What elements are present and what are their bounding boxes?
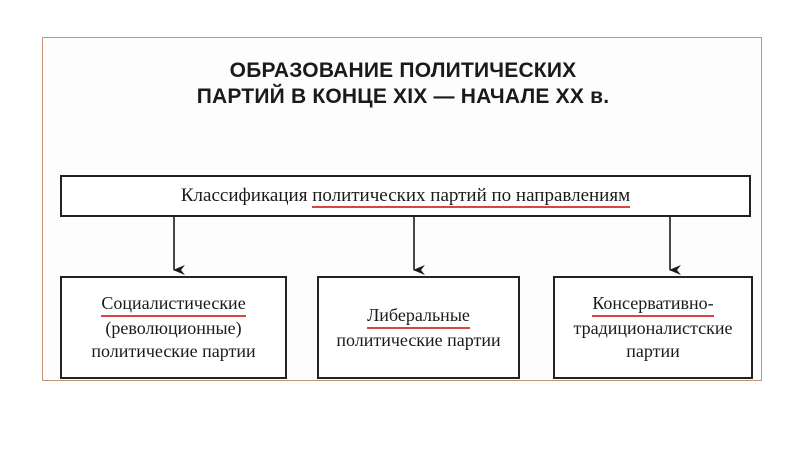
liberal-line-1: Либеральные — [367, 304, 470, 329]
conservative-parties-box — [553, 276, 753, 379]
liberal-parties-box — [317, 276, 520, 379]
socialist-parties-box — [60, 276, 287, 379]
classification-underlined-text: политических партий по направлениям — [312, 185, 631, 206]
socialist-line-2: (революционные) — [105, 318, 242, 338]
slide-frame — [42, 37, 762, 381]
title-line-1: ОБРАЗОВАНИЕ ПОЛИТИЧЕСКИХ — [229, 59, 577, 82]
conservative-line-2: традиционалистские — [573, 318, 733, 338]
conservative-line-1: Консервативно- — [592, 292, 713, 317]
liberal-line-2: политические партии — [336, 329, 501, 350]
conservative-line-3: партии — [626, 341, 680, 361]
classification-prefix: Классификация — [180, 185, 313, 206]
title-line-2: ПАРТИЙ В КОНЦЕ XIX — НАЧАЛЕ XX в. — [196, 85, 610, 108]
socialist-line-1: Социалистические — [101, 292, 245, 317]
socialist-line-3: политические партии — [91, 341, 256, 361]
